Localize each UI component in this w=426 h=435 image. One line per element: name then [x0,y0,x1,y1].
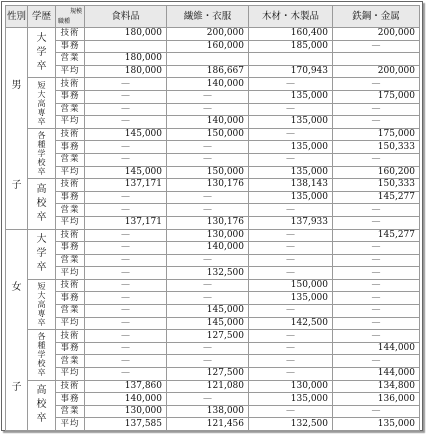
table-row [6,216,420,229]
table-row [6,116,420,129]
value-cell: 200,000 [333,28,420,41]
value-cell: 137,933 [249,216,333,229]
table-row [6,368,420,381]
value-cell: — [85,116,167,129]
value-cell: 160,400 [249,28,333,41]
table-row [6,40,420,53]
value-cell: 127,500 [167,330,249,343]
table-row [6,204,420,217]
value-cell: — [333,330,420,343]
value-cell: 130,000 [167,229,249,242]
job-type-cell: 事務 [56,90,85,103]
table-row [6,128,420,141]
table-row [6,342,420,355]
table-row [6,355,420,368]
table-row [6,166,420,179]
education-cell [28,380,56,430]
value-cell [85,40,167,53]
value-cell: — [249,267,333,280]
table-row [6,317,420,330]
table-row [6,405,420,418]
value-cell: 137,171 [85,179,167,192]
job-type-cell: 技術 [56,28,85,41]
header-industry-food: 食料品 [85,6,167,28]
value-cell: 150,333 [333,141,420,154]
table-row [6,254,420,267]
value-cell: — [167,90,249,103]
value-cell: 140,000 [167,78,249,91]
job-type-cell: 営業 [56,355,85,368]
value-cell: 135,000 [249,166,333,179]
value-cell [167,53,249,66]
table-row [6,53,420,66]
value-cell: 140,000 [167,116,249,129]
value-cell: 145,000 [85,166,167,179]
table-row [6,305,420,318]
value-cell: 127,500 [167,368,249,381]
job-type-cell: 技術 [56,279,85,292]
value-cell: — [85,279,167,292]
value-cell: 135,000 [249,141,333,154]
table-row [6,380,420,393]
education-cell [28,128,56,178]
value-cell: — [333,116,420,129]
value-cell: 200,000 [333,65,420,78]
education-cell [28,28,56,78]
value-cell: — [249,330,333,343]
value-cell: 130,176 [167,179,249,192]
value-cell: 200,000 [167,28,249,41]
table-row [6,229,420,242]
value-cell: — [333,204,420,217]
corner-scale-label: 規模 [69,8,82,15]
table-row [6,141,420,154]
value-cell: — [249,153,333,166]
value-cell: — [85,229,167,242]
value-cell: — [85,317,167,330]
job-type-cell: 営業 [56,53,85,66]
value-cell [249,53,333,66]
value-cell: — [85,204,167,217]
value-cell: — [85,141,167,154]
value-cell: 135,000 [249,90,333,103]
education-label: 各種学校卒 [37,332,46,378]
value-cell: — [249,78,333,91]
value-cell: — [85,368,167,381]
value-cell: — [167,342,249,355]
value-cell: 144,000 [333,342,420,355]
header-industry-wood: 木材・木製品 [249,6,333,28]
value-cell: — [85,153,167,166]
value-cell: 135,000 [249,292,333,305]
value-cell: 130,000 [85,405,167,418]
value-cell: — [333,242,420,255]
value-cell: 145,000 [85,128,167,141]
value-cell: 145,277 [333,229,420,242]
education-cell [28,78,56,128]
job-type-cell: 技術 [56,78,85,91]
value-cell: — [333,317,420,330]
job-type-cell: 事務 [56,342,85,355]
value-cell: — [333,292,420,305]
value-cell: — [167,292,249,305]
value-cell: 138,143 [249,179,333,192]
value-cell: — [249,254,333,267]
value-cell: — [167,204,249,217]
value-cell: 132,500 [249,418,333,431]
job-type-cell: 技術 [56,128,85,141]
job-type-cell: 事務 [56,191,85,204]
job-type-cell: 平均 [56,418,85,431]
value-cell: 175,000 [333,90,420,103]
value-cell: — [85,90,167,103]
table-row [6,28,420,41]
value-cell: — [85,267,167,280]
value-cell: 160,000 [167,40,249,53]
value-cell: — [333,153,420,166]
value-cell: — [249,368,333,381]
value-cell: — [167,191,249,204]
sex-cell [6,229,28,431]
table-row [6,418,420,431]
value-cell: 130,176 [167,216,249,229]
value-cell: — [167,393,249,406]
value-cell: 145,000 [167,305,249,318]
value-cell: 137,585 [85,418,167,431]
value-cell: 134,800 [333,380,420,393]
job-type-cell: 技術 [56,229,85,242]
value-cell: 170,943 [249,65,333,78]
job-type-cell: 営業 [56,305,85,318]
value-cell: — [249,242,333,255]
education-cell [28,330,56,380]
value-cell: 121,456 [167,418,249,431]
value-cell: — [333,279,420,292]
header-industry-steel: 鉄鋼・金属 [333,6,420,28]
value-cell: — [333,216,420,229]
value-cell: — [333,405,420,418]
corner-job-label: 職種 [58,18,71,25]
education-label: 大学卒 [36,234,47,274]
value-cell: 140,000 [167,242,249,255]
job-type-cell: 平均 [56,166,85,179]
value-cell: — [85,78,167,91]
job-type-cell: 事務 [56,393,85,406]
value-cell: — [85,103,167,116]
education-cell [28,279,56,329]
value-cell: 185,000 [249,40,333,53]
education-label: 各種学校卒 [37,130,46,176]
job-type-cell: 平均 [56,65,85,78]
job-type-cell: 技術 [56,179,85,192]
job-type-cell: 営業 [56,204,85,217]
table-row [6,78,420,91]
value-cell: 180,000 [85,28,167,41]
job-type-cell: 営業 [56,103,85,116]
table-row [6,153,420,166]
job-type-cell: 事務 [56,141,85,154]
value-cell: 145,000 [167,317,249,330]
job-type-cell: 事務 [56,292,85,305]
table-row [6,242,420,255]
value-cell: 142,500 [249,317,333,330]
table-row [6,292,420,305]
job-type-cell: 平均 [56,216,85,229]
education-label: 短大高専卒 [37,80,46,126]
value-cell: 180,000 [85,53,167,66]
value-cell: — [333,267,420,280]
job-type-cell: 平均 [56,267,85,280]
value-cell: 150,000 [167,128,249,141]
value-cell: — [167,103,249,116]
value-cell: 180,000 [85,65,167,78]
table-row [6,267,420,280]
table-row [6,103,420,116]
table-row [6,90,420,103]
table-body [6,28,420,431]
sex-label-suffix: 子 [11,180,22,191]
education-label: 大学卒 [36,32,47,72]
job-type-cell: 技術 [56,380,85,393]
header-education: 学歴 [28,6,56,28]
value-cell: — [85,254,167,267]
value-cell: — [249,229,333,242]
value-cell: — [333,78,420,91]
value-cell: — [333,305,420,318]
value-cell: — [85,355,167,368]
value-cell [333,53,420,66]
value-cell: — [85,242,167,255]
value-cell: — [333,40,420,53]
value-cell: — [249,305,333,318]
table-row [6,393,420,406]
table-row [6,65,420,78]
value-cell: 136,000 [333,393,420,406]
value-cell: — [333,355,420,368]
value-cell: — [167,279,249,292]
value-cell: — [167,254,249,267]
education-cell [28,179,56,229]
salary-table [5,5,420,431]
header-industry-textile: 繊維・衣服 [167,6,249,28]
value-cell: 175,000 [333,128,420,141]
table-row [6,191,420,204]
table-row [6,330,420,343]
value-cell: — [167,355,249,368]
value-cell: 140,000 [85,393,167,406]
header-corner [56,6,85,28]
value-cell: 137,171 [85,216,167,229]
job-type-cell: 平均 [56,368,85,381]
job-type-cell: 営業 [56,405,85,418]
education-label: 短大高専卒 [37,282,46,328]
value-cell: 135,000 [249,116,333,129]
value-cell: — [249,128,333,141]
value-cell: 160,200 [333,166,420,179]
value-cell: — [85,292,167,305]
job-type-cell: 事務 [56,242,85,255]
value-cell: 130,000 [249,380,333,393]
job-type-cell: 営業 [56,153,85,166]
value-cell: — [167,153,249,166]
value-cell: — [333,103,420,116]
sex-label: 女 [11,281,22,293]
value-cell: 135,000 [333,418,420,431]
value-cell: 135,000 [249,191,333,204]
value-cell: 135,000 [249,393,333,406]
value-cell: 186,667 [167,65,249,78]
value-cell: — [249,355,333,368]
education-cell [28,229,56,279]
value-cell: — [167,141,249,154]
value-cell: — [249,342,333,355]
value-cell: 121,080 [167,380,249,393]
value-cell: — [249,204,333,217]
header-sex: 性別 [6,6,28,28]
value-cell: 145,277 [333,191,420,204]
job-type-cell: 事務 [56,40,85,53]
table-row [6,279,420,292]
value-cell: 150,333 [333,179,420,192]
job-type-cell: 営業 [56,254,85,267]
value-cell: 150,000 [249,279,333,292]
value-cell: — [85,342,167,355]
value-cell: — [85,330,167,343]
sex-label: 男 [11,80,22,91]
value-cell: 132,500 [167,267,249,280]
header-row [6,6,420,28]
job-type-cell: 技術 [56,330,85,343]
education-label: 高校卒 [36,385,47,425]
job-type-cell: 平均 [56,317,85,330]
sex-label-suffix: 子 [11,381,22,393]
value-cell: 137,860 [85,380,167,393]
value-cell: 138,000 [167,405,249,418]
education-label: 高校卒 [36,183,47,223]
value-cell: — [333,254,420,267]
table-frame [1,1,423,431]
value-cell: — [85,305,167,318]
sex-cell [6,28,28,230]
value-cell: — [249,405,333,418]
value-cell: — [85,191,167,204]
value-cell: 144,000 [333,368,420,381]
job-type-cell: 平均 [56,116,85,129]
value-cell: 150,000 [167,166,249,179]
value-cell: — [249,103,333,116]
table-row [6,179,420,192]
